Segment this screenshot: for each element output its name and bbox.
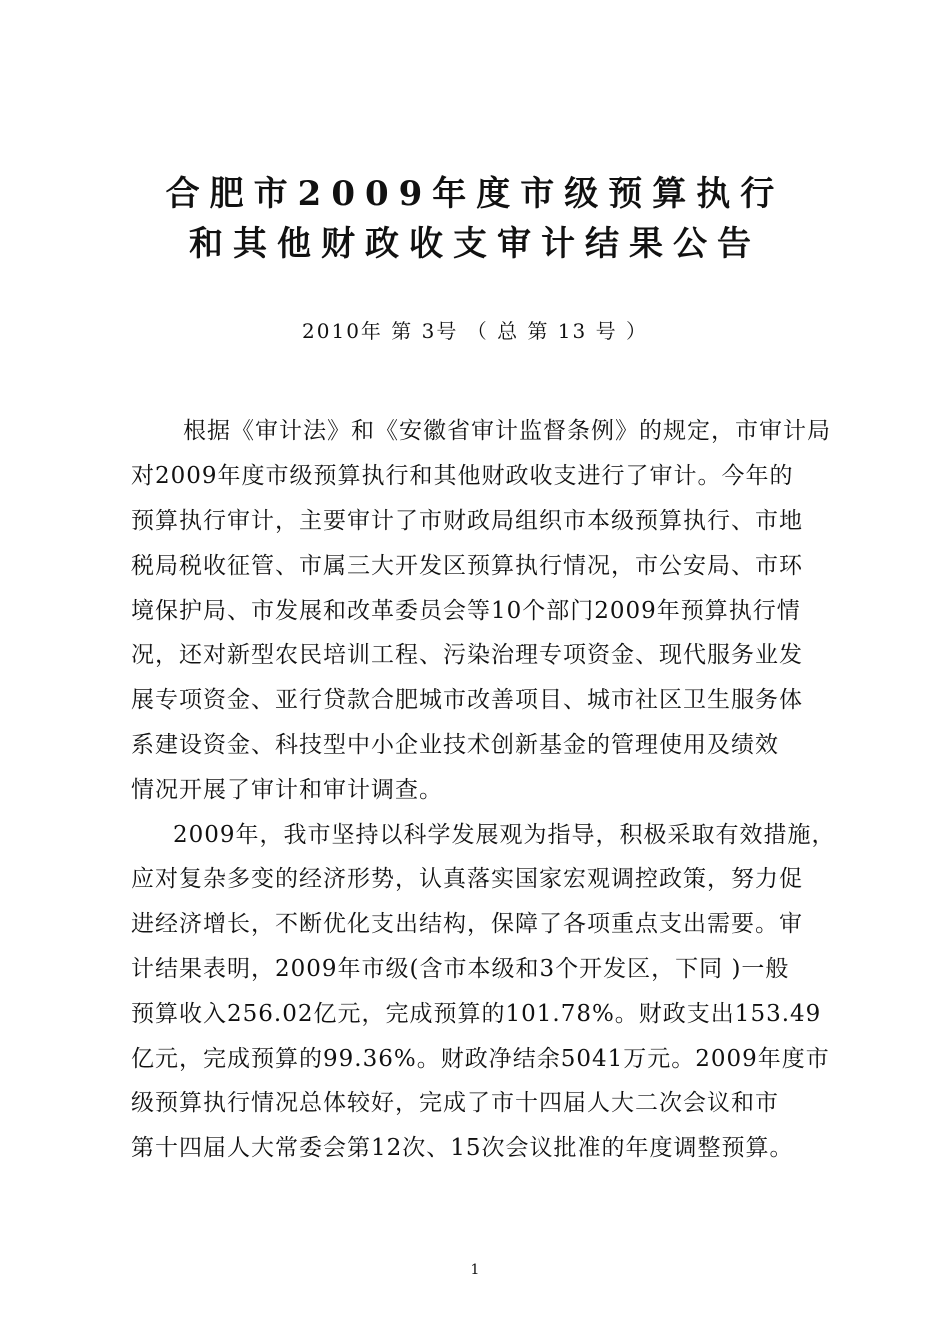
paragraph-2-line: 亿元，完成预算的99.36%。财政净结余5041万元。2009年度市 (131, 1046, 830, 1072)
paragraph-1-line: 况，还对新型农民培训工程、污染治理专项资金、现代服务业发 (131, 642, 803, 668)
paragraph-2-line: 计结果表明，2009年市级(含市本级和3个开发区，下同 )一般 (131, 956, 790, 982)
paragraph-2-line: 级预算执行情况总体较好，完成了市十四届人大二次会议和市 (131, 1090, 779, 1116)
paragraph-1-line: 情况开展了审计和审计调查。 (131, 777, 443, 803)
paragraph-2-line: 预算收入256.02亿元，完成预算的101.78%。财政支出153.49 (131, 1001, 822, 1027)
document-title-line-2: 和其他财政收支审计结果公告 (189, 224, 761, 264)
paragraph-1-line: 根据《审计法》和《安徽省审计监督条例》的规定，市审计局 (183, 418, 831, 444)
paragraph-1-line: 税局税收征管、市属三大开发区预算执行情况，市公安局、市环 (131, 553, 803, 579)
paragraph-1-line: 系建设资金、科技型中小企业技术创新基金的管理使用及绩效 (131, 732, 779, 758)
paragraph-1-line: 对2009年度市级预算执行和其他财政收支进行了审计。今年的 (131, 463, 794, 489)
paragraph-2-line: 进经济增长，不断优化支出结构，保障了各项重点支出需要。审 (131, 911, 803, 937)
document-number: 2010年 第 3号 （ 总 第 13 号 ） (302, 319, 648, 343)
paragraph-1-line: 境保护局、市发展和改革委员会等10个部门2009年预算执行情 (131, 598, 801, 624)
paragraph-2-line: 第十四届人大常委会第12次、15次会议批准的年度调整预算。 (131, 1135, 794, 1161)
page-number: 1 (470, 1262, 480, 1278)
paragraph-1-line: 展专项资金、亚行贷款合肥城市改善项目、城市社区卫生服务体 (131, 687, 803, 713)
document-title-line-1: 合肥市2009年度市级预算执行 (165, 174, 785, 214)
paragraph-2-line: 应对复杂多变的经济形势，认真落实国家宏观调控政策，努力促 (131, 866, 803, 892)
paragraph-1-line: 预算执行审计，主要审计了市财政局组织市本级预算执行、市地 (131, 508, 803, 534)
paragraph-2-line: 2009年，我市坚持以科学发展观为指导，积极采取有效措施， (173, 822, 836, 848)
